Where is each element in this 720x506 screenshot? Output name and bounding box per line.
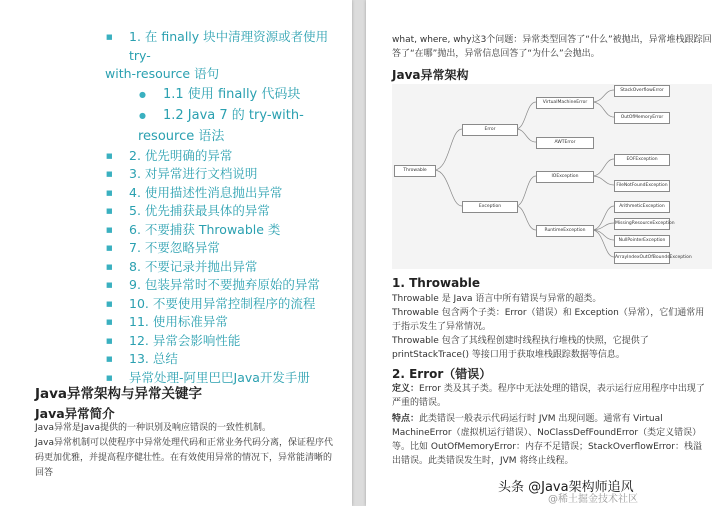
node-missing-resource-exception: MissingResourceException: [614, 218, 670, 230]
connector: [516, 176, 536, 206]
toc-item-text: 5. 优先捕获最具体的异常: [129, 203, 270, 218]
table-of-contents: [0, 28, 352, 387]
subsection-heading: Java异常简介: [35, 406, 115, 421]
toc-item[interactable]: [0, 221, 352, 240]
paragraph: Throwable 是 Java 语言中所有错误与异常的超类。: [392, 294, 602, 304]
toc-item-text: 6. 不要捕获 Throwable 类: [129, 221, 281, 237]
node-error: Error: [462, 124, 518, 136]
toc-item-text: 8. 不要记录并抛出异常: [129, 258, 258, 274]
node-eof-exception: EOFException: [614, 154, 670, 166]
toc-item[interactable]: [0, 28, 352, 84]
toc-item-text: 1.2 Java 7 的 try-with-: [163, 107, 304, 123]
throwable-heading: 1. Throwable: [392, 276, 481, 290]
node-out-of-memory-error: OutOfMemoryError: [614, 112, 670, 124]
connector: [434, 129, 462, 170]
section-heading: Java异常架构: [392, 68, 469, 82]
node-array-index-exception: ArrayIndexOutOfBoundsException: [614, 252, 670, 264]
toc-item[interactable]: [0, 332, 352, 351]
paragraph: [392, 412, 710, 468]
toc-item-text: 1. 在 finally 块中清理资源或者使用 try-: [129, 29, 329, 63]
node-virtual-machine-error: VirtualMachineError: [536, 97, 594, 109]
toc-item-text: 1.1 使用 finally 代码块: [163, 86, 301, 102]
connector: [592, 176, 614, 185]
toc-item[interactable]: [0, 313, 352, 332]
paragraph: Java异常是Java提供的一种识别及响应错误的一致性机制。: [35, 423, 272, 433]
toc-item-text: 2. 优先明确的异常: [129, 147, 233, 163]
paragraph: Java异常机制可以使程序中异常处理代码和正常业务代码分离，保证程序代码更加优雅，并提高程序健壮性。在有效使用异常的情况下，异常能清晰的回答: [35, 438, 334, 478]
toc-item-text: 4. 使用描述性消息抛出异常: [129, 184, 283, 200]
node-arithmetic-exception: ArithmeticException: [614, 201, 670, 213]
intro-paragraph: what, where, why这3个问题：异常类型回答了“什么”被抛出，异常堆栈跟踪回答了“在哪”抛出，异常信息回答了“为什么”会抛出。: [392, 35, 712, 59]
connector: [592, 90, 614, 102]
toc-item-text: 3. 对异常进行文档说明: [129, 166, 258, 181]
error-heading: 2. Error（错误）: [392, 367, 492, 381]
feature-label: 特点：: [392, 414, 420, 424]
connector: [592, 230, 614, 240]
connector: [592, 206, 614, 230]
node-stack-overflow-error: StackOverflowError: [614, 85, 670, 97]
toc-item-text-cont: resource 语法: [138, 128, 225, 144]
node-file-not-found-exception: FileNotFoundException: [614, 180, 670, 192]
toc-item-text: 9. 包装异常时不要抛弃原始的异常: [129, 277, 320, 292]
toc-item-text: 7. 不要忽略异常: [129, 240, 220, 255]
node-throwable: Throwable: [394, 165, 436, 177]
toc-item-text: 10. 不要使用异常控制程序的流程: [129, 295, 316, 311]
connector: [592, 102, 614, 117]
node-exception: Exception: [462, 201, 518, 213]
watermark: 头条 @Java架构师追风: [498, 480, 634, 495]
toc-item[interactable]: [0, 239, 352, 258]
node-runtime-exception: RuntimeException: [536, 225, 594, 237]
toc-item-text: 异常处理-阿里巴巴Java开发手册: [129, 369, 310, 385]
toc-item-text: 11. 使用标准异常: [129, 314, 228, 329]
toc-item-text: 12. 异常会影响性能: [129, 332, 241, 348]
toc-item[interactable]: [0, 202, 352, 221]
definition-label: 定义：: [392, 384, 420, 394]
node-null-pointer-exception: NullPointerException: [614, 235, 670, 247]
toc-item[interactable]: [0, 258, 352, 277]
connector: [434, 170, 462, 206]
throwable-body: [392, 292, 710, 362]
node-awt-error: AWTError: [536, 137, 594, 149]
connector: [592, 159, 614, 176]
paragraph: Throwable 包含两个子类：Error（错误）和 Exception（异常），它们通常用于指示发生了异常情况。: [392, 308, 705, 332]
toc-item[interactable]: [0, 184, 352, 203]
section-heading: Java异常架构与异常关键字: [35, 386, 203, 402]
left-page: [0, 0, 352, 506]
paragraph: Throwable 包含了其线程创建时线程执行堆栈的快照，它提供了 printStackTrace() 等接口用于获取堆栈跟踪数据等信息。: [392, 336, 649, 360]
toc-item[interactable]: [0, 147, 352, 166]
connector: [516, 129, 536, 142]
toc-subitem[interactable]: [0, 105, 352, 147]
error-body: [392, 382, 710, 468]
toc-subitem[interactable]: [0, 84, 352, 105]
toc-item[interactable]: [0, 295, 352, 314]
feature-text: 此类错误一般表示代码运行时 JVM 出现问题。通常有 Virtual MachineError（虚拟机运行错误）、NoClassDefFoundError（类定义错误）等。比如 OutOfMemoryError：内存不足错误；StackOverflowError：栈溢出错误。此类错误发生时，JVM 将终止线程。: [392, 414, 703, 466]
watermark-secondary: @稀土掘金技术社区: [548, 494, 638, 505]
exception-hierarchy-diagram: [392, 84, 712, 269]
node-io-exception: IOException: [536, 171, 594, 183]
connector: [516, 102, 536, 129]
toc-item[interactable]: [0, 350, 352, 369]
paragraph: [392, 382, 710, 410]
toc-item[interactable]: [0, 276, 352, 295]
connector: [516, 206, 536, 230]
definition-text: Error 类及其子类。程序中无法处理的错误，表示运行应用程序中出现了严重的错误。: [392, 384, 705, 408]
toc-item-text: 13. 总结: [129, 351, 178, 366]
right-page: [366, 0, 720, 506]
toc-item-text-cont: with-resource 语句: [105, 66, 220, 81]
intro-body: [35, 421, 335, 481]
toc-item[interactable]: [0, 165, 352, 184]
